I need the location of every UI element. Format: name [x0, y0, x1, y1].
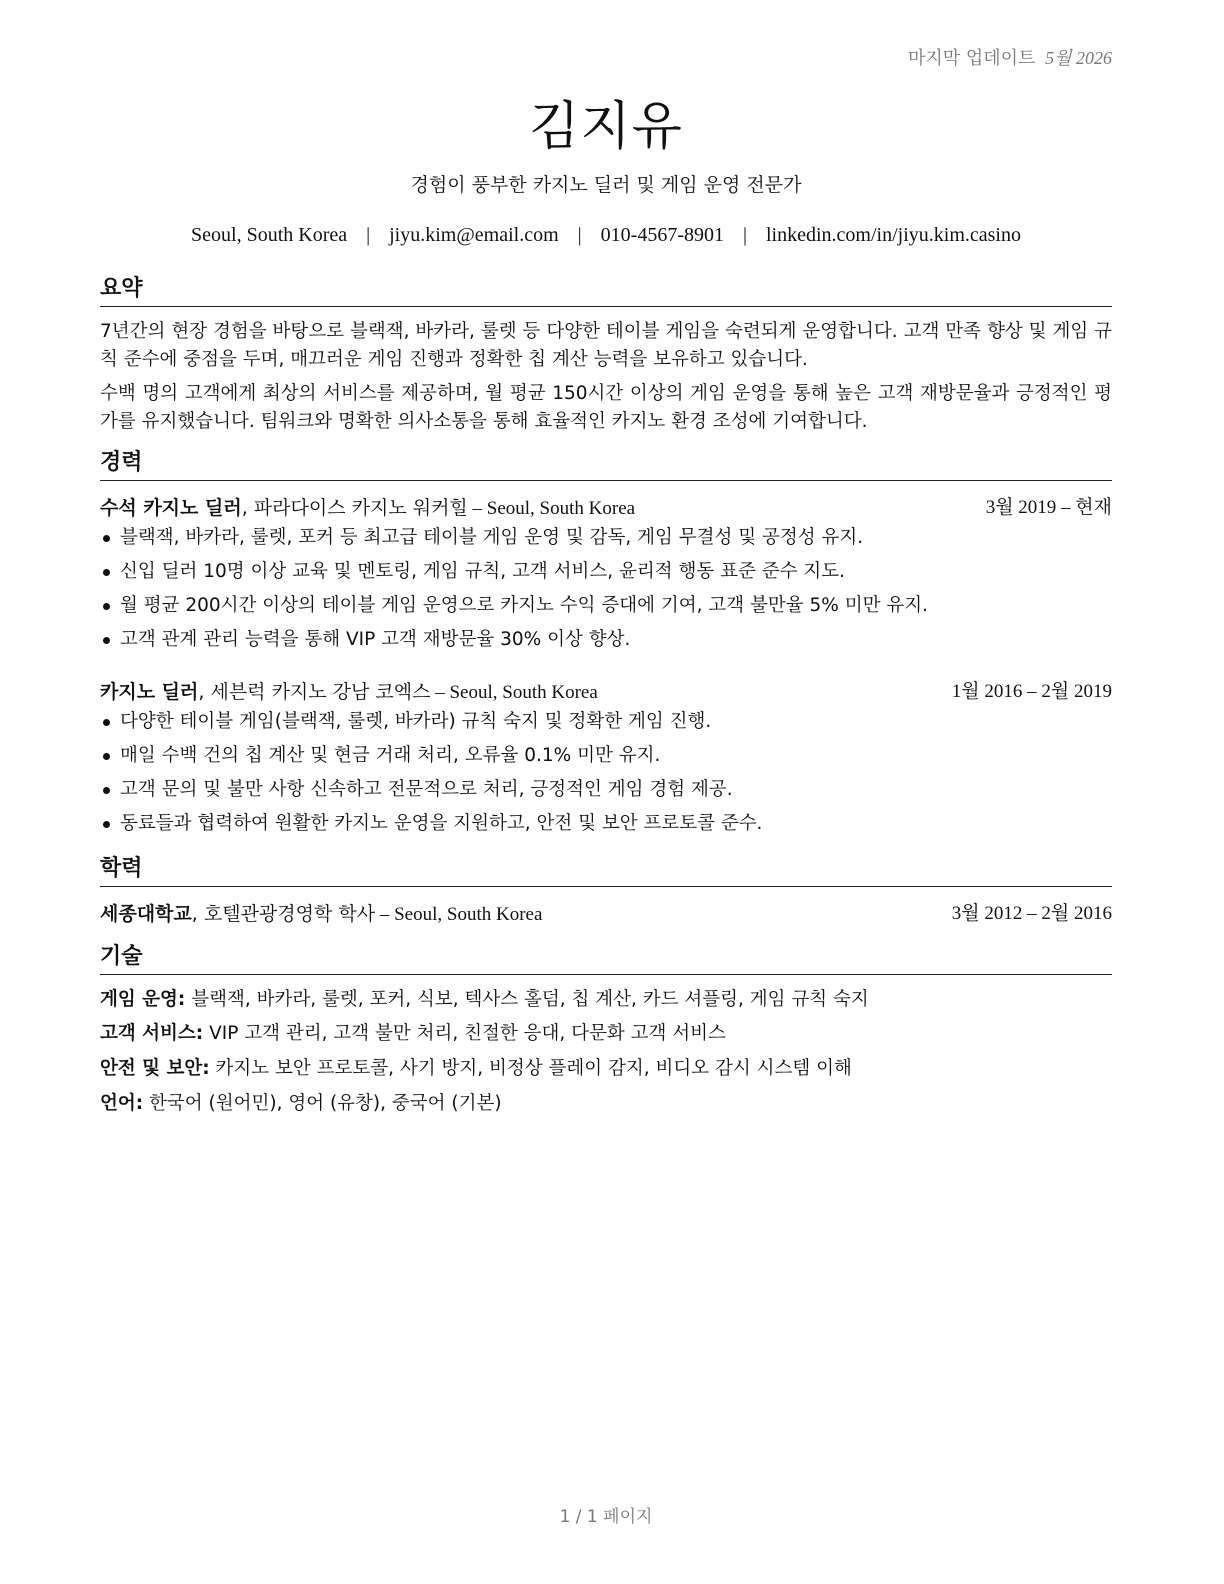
job-dates: 1월 2016 – 2월 2019 [951, 681, 1112, 702]
job-company: , 세븐럭 카지노 강남 코엑스 [198, 681, 431, 703]
skill-label: 게임 운영: [100, 989, 186, 1010]
candidate-tagline: 경험이 풍부한 카지노 딜러 및 게임 운영 전문가 [410, 174, 802, 196]
education-degree: , 호텔관광경영학 학사 [191, 903, 376, 925]
job-header [100, 678, 1112, 707]
education-entry [100, 900, 1112, 929]
bullet-icon [103, 569, 110, 576]
bullet-icon [103, 719, 110, 726]
job-bullet: 다양한 테이블 게임(블랙잭, 룰렛, 바카라) 규칙 숙지 및 정확한 게임 진행. [100, 705, 1112, 739]
skill-line [100, 1019, 1112, 1049]
skill-value: VIP 고객 관리, 고객 불만 처리, 친절한 응대, 다문화 고객 서비스 [203, 1023, 726, 1044]
contact-linkedin[interactable]: linkedin.com/in/jiyu.kim.casino [766, 224, 1021, 246]
job-dates: 3월 2019 – 현재 [985, 497, 1112, 518]
contact-line [100, 224, 1112, 247]
education-location: – Seoul, South Korea [375, 904, 543, 925]
section-title-summary: 요약 [100, 274, 1112, 307]
last-updated-date: 5월 2026 [1045, 48, 1112, 68]
contact-location: Seoul, South Korea [191, 224, 348, 246]
bullet-icon [103, 821, 110, 828]
section-title-skills: 기술 [100, 942, 1112, 975]
job-bullets [100, 521, 1112, 657]
contact-separator: | [742, 224, 747, 246]
bullet-icon [103, 535, 110, 542]
skill-line [100, 1054, 1112, 1084]
skill-value: 카지노 보안 프로토콜, 사기 방지, 비정상 플레이 감지, 비디오 감시 시스템 이해 [209, 1058, 852, 1079]
bullet-icon [103, 637, 110, 644]
skill-label: 안전 및 보안: [100, 1058, 210, 1079]
bullet-icon [103, 787, 110, 794]
job-bullet: 신입 딜러 10명 이상 교육 및 멘토링, 게임 규칙, 고객 서비스, 윤리적 행동 표준 준수 지도. [100, 555, 1112, 589]
job-header [100, 494, 1112, 523]
section-title-experience: 경력 [100, 448, 1112, 481]
skill-line [100, 1089, 1112, 1119]
section-title-education: 학력 [100, 854, 1112, 887]
job-company: , 파라다이스 카지노 워커힐 [241, 497, 468, 519]
bullet-icon [103, 753, 110, 760]
skill-value: 한국어 (원어민), 영어 (유창), 중국어 (기본) [143, 1093, 502, 1114]
job-bullet: 매일 수백 건의 칩 계산 및 현금 거래 처리, 오류율 0.1% 미만 유지. [100, 739, 1112, 773]
page-indicator: 1 / 1 페이지 [559, 1507, 653, 1527]
job-bullet: 월 평균 200시간 이상의 테이블 게임 운영으로 카지노 수익 증대에 기여, 고객 불만율 5% 미만 유지. [100, 589, 1112, 623]
skill-line [100, 985, 1112, 1015]
contact-separator: | [366, 224, 371, 246]
education-dates: 3월 2012 – 2월 2016 [951, 903, 1112, 924]
job-role: 수석 카지노 딜러 [100, 497, 242, 519]
candidate-name: 김지유 [529, 97, 683, 157]
job-bullet: 고객 관계 관리 능력을 통해 VIP 고객 재방문율 30% 이상 향상. [100, 623, 1112, 657]
skill-label: 언어: [100, 1093, 144, 1114]
job-location: – Seoul, South Korea [430, 682, 598, 703]
job-bullet: 고객 문의 및 불만 사항 신속하고 전문적으로 처리, 긍정적인 게임 경험 제공. [100, 773, 1112, 807]
contact-phone[interactable]: 010-4567-8901 [600, 224, 724, 246]
skill-value: 블랙잭, 바카라, 룰렛, 포커, 식보, 텍사스 홀덤, 칩 계산, 카드 셔플링, 게임 규칙 숙지 [185, 989, 869, 1010]
bullet-icon [103, 603, 110, 610]
resume-page [100, 0, 1112, 1584]
summary-paragraph: 수백 명의 고객에게 최상의 서비스를 제공하며, 월 평균 150시간 이상의 게임 운영을 통해 높은 고객 재방문율과 긍정적인 평가를 유지했습니다. 팀워크와 명확한 의사소통을 통해 효율적인 카지노 환경 조성에 기여합니다. [100, 383, 1112, 432]
job-bullet: 동료들과 협력하여 원활한 카지노 운영을 지원하고, 안전 및 보안 프로토콜 준수. [100, 807, 1112, 841]
job-bullet: 블랙잭, 바카라, 룰렛, 포커 등 최고급 테이블 게임 운영 및 감독, 게임 무결성 및 공정성 유지. [100, 521, 1112, 555]
skill-label: 고객 서비스: [100, 1023, 204, 1044]
contact-email[interactable]: jiyu.kim@email.com [389, 224, 559, 246]
summary-paragraph: 7년간의 현장 경험을 바탕으로 블랙잭, 바카라, 룰렛 등 다양한 테이블 게임을 숙련되게 운영합니다. 고객 만족 향상 및 게임 규칙 준수에 중점을 두며, 매끄러운 게임 진행과 정확한 칩 계산 능력을 보유하고 있습니다. [100, 321, 1112, 370]
contact-separator: | [577, 224, 582, 246]
education-school: 세종대학교 [100, 903, 192, 925]
last-updated-label: 마지막 업데이트 [907, 48, 1036, 69]
job-location: – Seoul, South Korea [467, 498, 636, 519]
last-updated [908, 44, 1112, 70]
job-role: 카지노 딜러 [100, 681, 199, 703]
job-bullets [100, 705, 1112, 841]
